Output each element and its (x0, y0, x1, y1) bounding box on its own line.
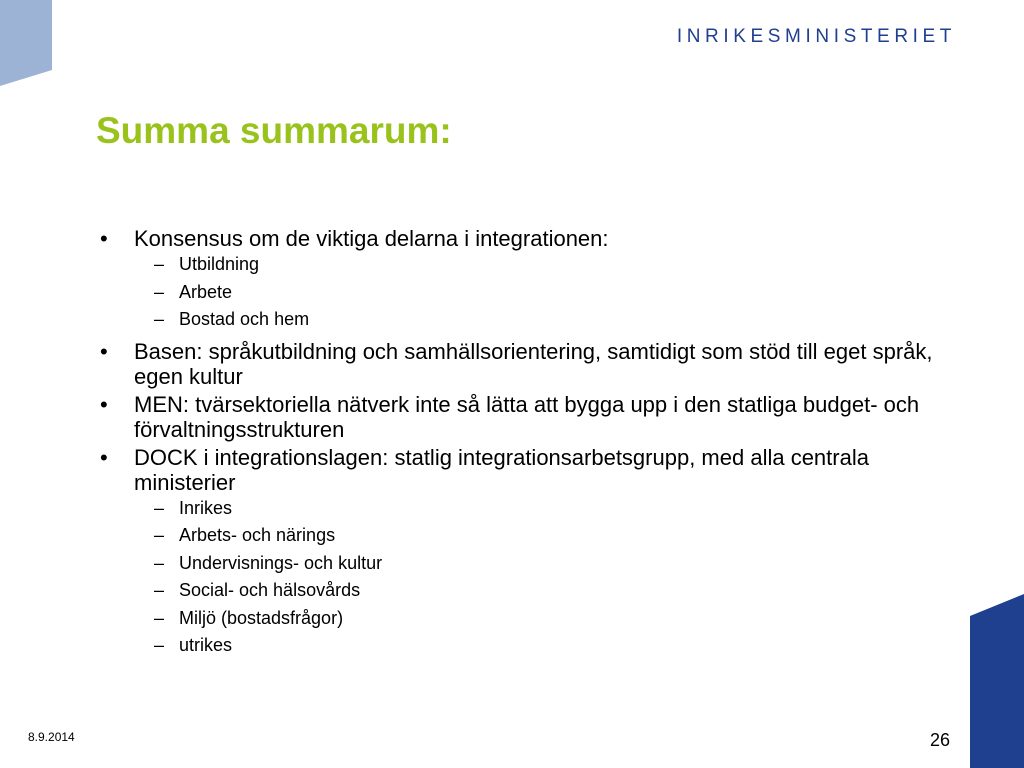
sub-bullet-item (134, 497, 940, 525)
sub-bullet-item (134, 308, 940, 336)
footer-date: 8.9.2014 (28, 730, 75, 744)
sub-bullet-list (134, 497, 940, 662)
bullet-list (100, 226, 940, 665)
sub-bullet-list (134, 253, 940, 336)
dash-marker: – (154, 607, 165, 628)
sub-bullet-text: Miljö (bostadsfrågor) (179, 607, 344, 628)
dash-marker: – (154, 552, 165, 573)
dash-marker: – (154, 497, 165, 518)
sub-bullet-text: Undervisnings- och kultur (179, 552, 383, 573)
sub-bullet-item (134, 253, 940, 281)
sub-bullet-text: utrikes (179, 635, 233, 655)
sub-bullet-item (134, 524, 940, 552)
bullet-marker: • (100, 391, 108, 417)
slide-title: Summa summarum: (96, 110, 452, 151)
dash-marker: – (154, 580, 165, 600)
bullet-item (100, 445, 940, 662)
bullet-text: Konsensus om de viktiga delarna i integrationen: (134, 226, 609, 251)
bullet-text: MEN: tvärsektoriella nätverk inte så lätta att bygga upp i den statliga budget- och förvaltningsstrukturen (134, 391, 920, 442)
bottom-right-corner-shape (970, 594, 1024, 768)
bullet-text: DOCK i integrationslagen: statlig integrationsarbetsgrupp, med alla centrala ministerier (134, 444, 869, 495)
bullet-item (100, 226, 940, 336)
bullet-marker: • (100, 444, 108, 470)
dash-marker: – (154, 635, 165, 655)
sub-bullet-item (134, 634, 940, 662)
sub-bullet-text: Arbete (179, 281, 233, 302)
sub-bullet-text: Utbildning (179, 254, 260, 274)
bullet-marker: • (100, 226, 108, 251)
bullet-text: Basen: språkutbildning och samhällsorientering, samtidigt som stöd till eget språk, egen kultur (134, 338, 933, 389)
sub-bullet-text: Social- och hälsovårds (179, 580, 361, 600)
sub-bullet-text: Arbets- och närings (179, 525, 336, 545)
sub-bullet-text: Inrikes (179, 497, 233, 518)
bullet-item (100, 339, 940, 389)
dash-marker: – (154, 254, 165, 274)
sub-bullet-item (134, 607, 940, 635)
bullet-marker: • (100, 338, 108, 364)
top-left-corner-shape (0, 0, 52, 86)
bullet-item (100, 392, 940, 442)
dash-marker: – (154, 525, 165, 545)
dash-marker: – (154, 281, 165, 302)
sub-bullet-item (134, 552, 940, 580)
sub-bullet-text: Bostad och hem (179, 309, 310, 329)
page-number: 26 (930, 730, 951, 750)
sub-bullet-item (134, 281, 940, 309)
ministry-logo-text: INRIKESMINISTERIET (676, 26, 956, 47)
sub-bullet-item (134, 579, 940, 607)
dash-marker: – (154, 309, 165, 329)
